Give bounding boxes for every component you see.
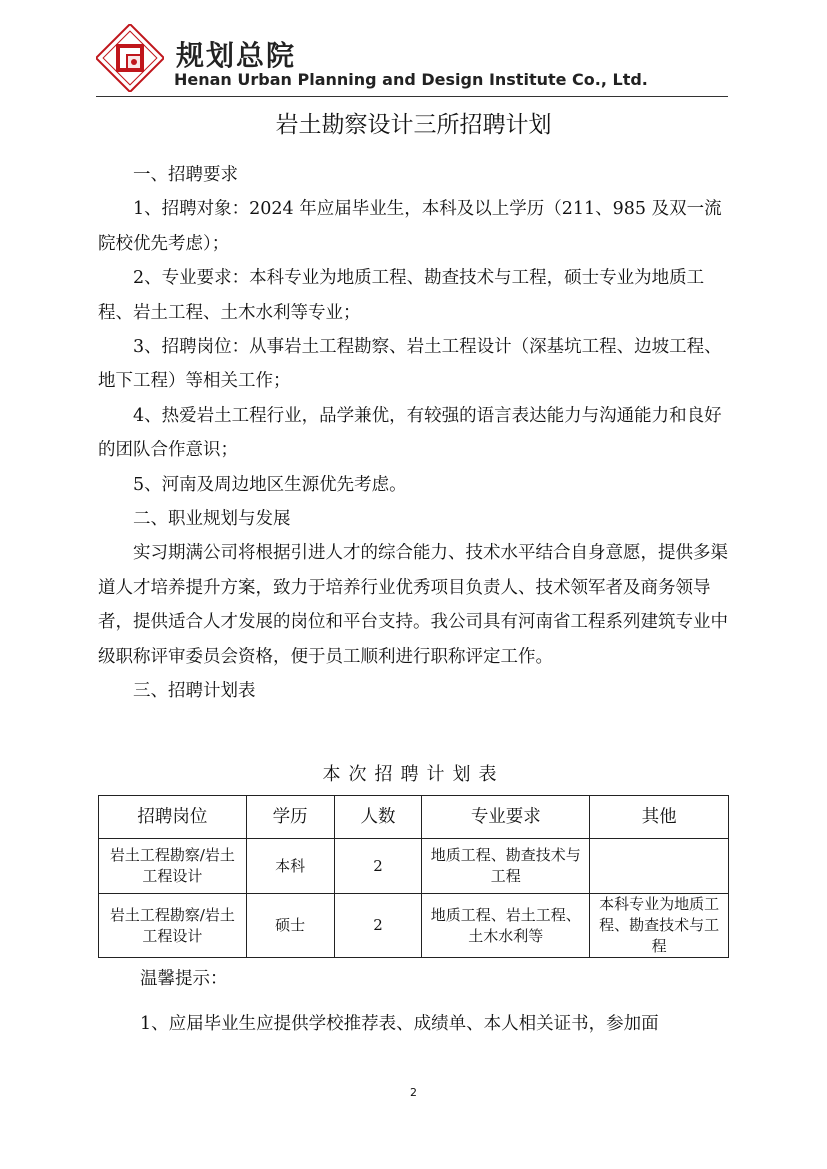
document-body (98, 158, 728, 709)
table-cell: 岩土工程勘察/岩土工程设计 (99, 839, 247, 894)
recruitment-plan-table (98, 795, 729, 958)
table-cell: 岩土工程勘察/岩土工程设计 (99, 894, 247, 958)
letterhead (96, 20, 728, 100)
career-paragraph: 实习期满公司将根据引进人才的综合能力、技术水平结合自身意愿，提供多渠道人才培养提升方案，致力于培养行业优秀项目负责人、技术领军者及商务领导者，提供适合人才发展的岗位和平台支持。我公司具有河南省工程系列建筑专业中级职称评审委员会资格，便于员工顺利进行职称评定工作。 (98, 543, 728, 667)
section-heading: 二、职业规划与发展 (133, 509, 291, 530)
table-cell: 地质工程、勘查技术与工程 (422, 839, 590, 894)
brand-name-cn: 规划总院 (176, 39, 297, 72)
table-cell: 硕士 (246, 894, 334, 958)
column-header: 学历 (246, 796, 334, 839)
table-row (99, 894, 729, 958)
table-header-row (99, 796, 729, 839)
column-header: 招聘岗位 (99, 796, 247, 839)
column-header: 其他 (590, 796, 729, 839)
column-header: 人数 (334, 796, 422, 839)
section-heading: 一、招聘要求 (133, 165, 238, 185)
table-cell (590, 839, 729, 894)
requirement-item: 4、热爱岩土工程行业，品学兼优，有较强的语言表达能力与沟通能力和良好的团队合作意识； (98, 405, 722, 461)
table-cell: 地质工程、岩土工程、土木水利等 (422, 894, 590, 958)
tips-heading: 温馨提示： (140, 969, 228, 989)
requirement-item: 2、专业要求：本科专业为地质工程、勘查技术与工程，硕士专业为地质工程、岩土工程、土木水利等专业； (98, 268, 705, 323)
brand-name-en: Henan Urban Planning and Design Institute Co., Ltd. (174, 70, 648, 89)
table-cell: 本科专业为地质工程、勘查技术与工程 (590, 894, 729, 958)
section-heading: 三、招聘计划表 (133, 681, 256, 702)
tips-item: 1、应届毕业生应提供学校推荐表、成绩单、本人相关证书，参加面 (140, 1014, 659, 1034)
page-number: 2 (410, 1086, 417, 1099)
document-title: 岩土勘察设计三所招聘计划 (275, 112, 552, 138)
table-cell: 本科 (246, 839, 334, 894)
header-divider (96, 96, 728, 97)
company-logo-icon (96, 24, 164, 92)
table-cell: 2 (334, 839, 422, 894)
requirement-item: 5、河南及周边地区生源优先考虑。 (133, 474, 407, 495)
table-row (99, 839, 729, 894)
table-cell: 2 (334, 894, 422, 958)
requirement-item: 1、招聘对象：2024 年应届毕业生，本科及以上学历（211、985 及双一流院校优先考虑）； (98, 199, 722, 254)
requirement-item: 3、招聘岗位：从事岩土工程勘察、岩土工程设计（深基坑工程、边坡工程、地下工程）等相关工作； (98, 337, 722, 392)
table-caption: 本次招聘计划表 (322, 764, 505, 785)
column-header: 专业要求 (422, 796, 590, 839)
